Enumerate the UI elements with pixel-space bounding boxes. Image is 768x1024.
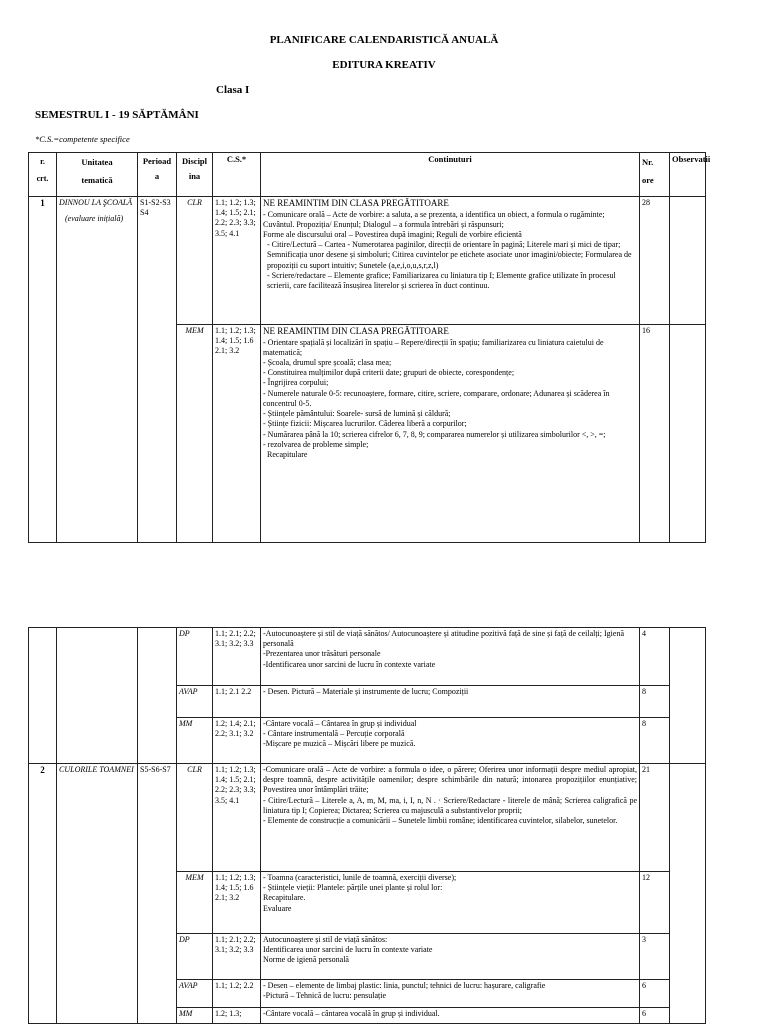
observations-cell: [670, 628, 706, 764]
planning-table-page1: [28, 152, 711, 543]
unit-period: S5-S6-S7: [138, 764, 177, 1024]
content-line: - Școala, drumul spre școală; clasa mea;: [263, 357, 392, 367]
header-unitatea: Unitatea tematică: [57, 153, 138, 197]
cs-clr: 1.1; 1.2; 1.3; 1.4; 1.5; 2.1; 2.2; 2.3; 3.3; 3.5; 4.1: [213, 764, 261, 872]
content-dp: [261, 628, 640, 686]
unit-number: 1: [29, 197, 57, 543]
hours-mem: 12: [640, 872, 670, 934]
hours-clr: 21: [640, 764, 670, 872]
header-observatii: Observatii: [670, 153, 706, 197]
content-clr: [261, 764, 640, 872]
header-cs: C.S.*: [213, 153, 261, 197]
discipline-clr: CLR: [177, 197, 213, 325]
content-line: - Desen. Pictură – Materiale și instrumente de lucru; Compoziții: [263, 687, 469, 696]
observations-cell: [670, 197, 706, 325]
discipline-mm: MM: [177, 718, 213, 764]
content-clr: [261, 197, 640, 325]
content-line: - rezolvarea de probleme simple;: [263, 439, 369, 449]
discipline-mm: MM: [177, 1008, 213, 1024]
table-header-row: [29, 153, 706, 197]
hours-dp: 3: [640, 934, 670, 980]
content-line: Identificarea unor sarcini de lucru în contexte variate: [263, 945, 433, 955]
header-nr-ore: Nr. ore: [640, 153, 670, 197]
content-avap: [261, 980, 640, 1008]
planning-table-page2: [28, 627, 706, 1024]
discipline-mem: MEM: [177, 872, 213, 934]
hours-clr: 28: [640, 197, 670, 325]
header-perioada: Perioad a: [138, 153, 177, 197]
content-mem: [261, 872, 640, 934]
discipline-avap: AVAP: [177, 686, 213, 718]
content-line: Evaluare: [263, 903, 292, 913]
content-line: - Elemente de construcție a comunicării – Sunetele limbii române; identificarea cuvintelor, silabelor, sunetelor.: [263, 816, 618, 826]
content-line: -Mișcare pe muzică – Mișcări libere pe muzică.: [263, 739, 416, 749]
content-line: - Desen – elemente de limbaj plastic: linia, punctul; tehnici de lucru: hașurare, caligrafie: [263, 981, 546, 990]
hours-avap: 6: [640, 980, 670, 1008]
table-row: [29, 764, 706, 872]
content-line: Forme ale discursului oral – Povestirea după imagini; Reguli de vorbire eficientă: [263, 229, 522, 239]
empty-unit-cell: [57, 628, 138, 764]
content-line: - Cântare instrumentală – Percuție corporală: [263, 729, 405, 739]
unit-name-cell: [57, 197, 138, 543]
content-heading: NE REAMINTIM DIN CLASA PREGĂTITOARE: [263, 326, 449, 336]
unit-subtitle: (evaluare inițială): [65, 214, 124, 224]
header-continuturi: Continuturi: [261, 153, 640, 197]
content-line: - Științele pământului: Soarele- sursă de lumină și căldură;: [263, 409, 451, 419]
cs-mm: 1.2; 1.3;: [213, 1008, 261, 1024]
content-line: - Numărarea până la 10; scrierea cifrelor 6, 7, 8, 9; compararea numerelor și utilizarea simbolurilor <, >, =;: [263, 429, 606, 439]
content-line: -Autocunoaștere și stil de viață sănătos/ Autocunoaștere și atitudine pozitivă față de sine și față de ceilalți; Igienă personală: [263, 629, 624, 649]
content-line: - Constituirea mulțimilor după criterii date; grupuri de obiecte, corespondențe;: [263, 368, 515, 378]
header-nr: r. crt.: [29, 153, 57, 197]
discipline-dp: DP: [177, 628, 213, 686]
table-row: [29, 197, 706, 325]
discipline-avap: AVAP: [177, 980, 213, 1008]
content-mm: [261, 718, 640, 764]
content-line: - Științele vieții: Plantele: părțile unei plante și rolul lor:: [263, 883, 443, 893]
cs-dp: 1.1; 2.1; 2.2; 3.1; 3.2; 3.3: [213, 934, 261, 980]
content-line: Recapitulare.: [263, 893, 306, 903]
unit-period: S1-S2-S3 S4: [138, 197, 177, 543]
document-title: PLANIFICARE CALENDARISTICĂ ANUALĂ: [269, 34, 499, 46]
cs-avap: 1.1; 2.1 2.2: [213, 686, 261, 718]
content-line: - Citire/Lectură – Cartea - Numerotarea paginilor, direcții de orientare în pagină; Literele mari și mici de tipar; Semnificația unor desene și simboluri; Citirea cuvintelor pe etichete asociate unor imagini/obiecte; Formularea de propoziții cu suport intuitiv; Sunetele (a,e,i,o,u,s,r,z,l): [267, 240, 632, 270]
unit-number: 2: [29, 764, 57, 1024]
content-line: -Pictură – Tehnică de lucru: pensulație: [263, 991, 387, 1001]
content-line: - Scriere/redactare – Elemente grafice; Familiarizarea cu liniatura tip I; Elemente grafice utilizate în procesul scrierii, care facilitează însușirea literelor și scrierea în duct continuu.: [267, 270, 616, 291]
header-disciplina: Discipl ina: [177, 153, 213, 197]
semester-label: SEMESTRUL I - 19 SĂPTĂMÂNI: [35, 109, 199, 121]
discipline-clr: CLR: [177, 764, 213, 872]
cs-avap: 1.1; 1.2; 2.2: [213, 980, 261, 1008]
content-line: - Comunicare orală – Acte de vorbire: a saluta, a se prezenta, a identifica un obiect, a formula o rugăminte; Cuvântul. Propoziția/ Enunțul; Dialogul – a formula întrebări și răspunsuri;: [263, 209, 605, 229]
hours-mem: 16: [640, 325, 670, 543]
unit-name-cell: [57, 764, 138, 1024]
class-label: Clasa I: [216, 84, 250, 96]
content-line: Norme de igienă personală: [263, 955, 349, 965]
hours-mm: 6: [640, 1008, 670, 1024]
content-heading: NE REAMINTIM DIN CLASA PREGĂTITOARE: [263, 198, 449, 208]
content-line: Autocunoaștere și stil de viață sănătos:: [263, 935, 388, 944]
cs-clr: 1.1; 1.2; 1.3; 1.4; 1.5; 2.1; 2.2; 2.3; 3.3; 3.5; 4.1: [213, 197, 261, 325]
cs-dp: 1.1; 2.1; 2.2; 3.1; 3.2; 3.3: [213, 628, 261, 686]
hours-mm: 8: [640, 718, 670, 764]
content-line: -Comunicare orală – Acte de vorbire: a formula o idee, o părere; Oferirea unor informații despre mediul apropiat, despre toamnă, despre activitățile oamenilor; despre schimbările din natură; intonarea propozițiilor enunțiative; Povestirea unor întâmplări trăite;: [263, 765, 637, 795]
observations-cell: [670, 325, 706, 543]
hours-dp: 4: [640, 628, 670, 686]
content-mm: [261, 1008, 640, 1024]
discipline-dp: DP: [177, 934, 213, 980]
observations-cell: [670, 764, 706, 1024]
publisher-name: EDITURA KREATIV: [332, 59, 436, 71]
content-line: -Cântare vocală – Cântarea în grup și individual: [263, 719, 417, 728]
content-dp: [261, 934, 640, 980]
hours-avap: 8: [640, 686, 670, 718]
content-line: -Cântare vocală – cântarea vocală în grup și individual.: [263, 1009, 440, 1018]
content-line: Recapitulare: [267, 450, 308, 460]
content-line: - Orientare spațială și localizări în spațiu – Repere/direcții în spațiu; familiarizarea cu liniatura caietului de matematică;: [263, 337, 604, 357]
content-line: - Citire/Lectură – Literele a, A, m, M, ma, i, I, n, N . · Scriere/Redactare - literele de mână; Scrierea caligrafică pe liniatura tip I; Copierea; Dictarea; Scrierea cu majusculă a substantivelor proprii;: [263, 795, 637, 815]
unit-name: CULORILE TOAMNEI: [59, 765, 134, 774]
empty-period-cell: [138, 628, 177, 764]
content-line: - Toamna (caracteristici, lunile de toamnă, exerciții diverse);: [263, 873, 457, 882]
content-line: -Prezentarea unor trăsături personale: [263, 649, 381, 659]
content-line: - Științe fizicii: Mișcarea lucrurilor. Căderea liberă a corpurilor;: [263, 419, 467, 429]
content-line: - Îngrijirea corpului;: [263, 378, 329, 388]
unit-name: DINNOU LA ŞCOALĂ: [59, 198, 133, 207]
content-line: -Identificarea unor sarcini de lucru în contexte variate: [263, 659, 436, 669]
table-row: [29, 628, 706, 686]
cs-mm: 1.2; 1.4; 2.1; 2.2; 3.1; 3.2: [213, 718, 261, 764]
cs-mem: 1.1; 1.2; 1.3; 1.4; 1.5; 1.6 2.1; 3.2: [213, 325, 261, 543]
content-mem: [261, 325, 640, 543]
footnote: *C.S.=competente specifice: [35, 134, 130, 144]
cs-mem: 1.1; 1.2; 1.3; 1.4; 1.5; 1.6 2.1; 3.2: [213, 872, 261, 934]
empty-nr-cell: [29, 628, 57, 764]
content-line: - Numerele naturale 0-5: recunoaștere, formare, citire, scriere, comparare, ordonare; Adunarea și scăderea în concentrul 0-5.: [263, 388, 610, 408]
content-avap: [261, 686, 640, 718]
discipline-mem: MEM: [177, 325, 213, 543]
